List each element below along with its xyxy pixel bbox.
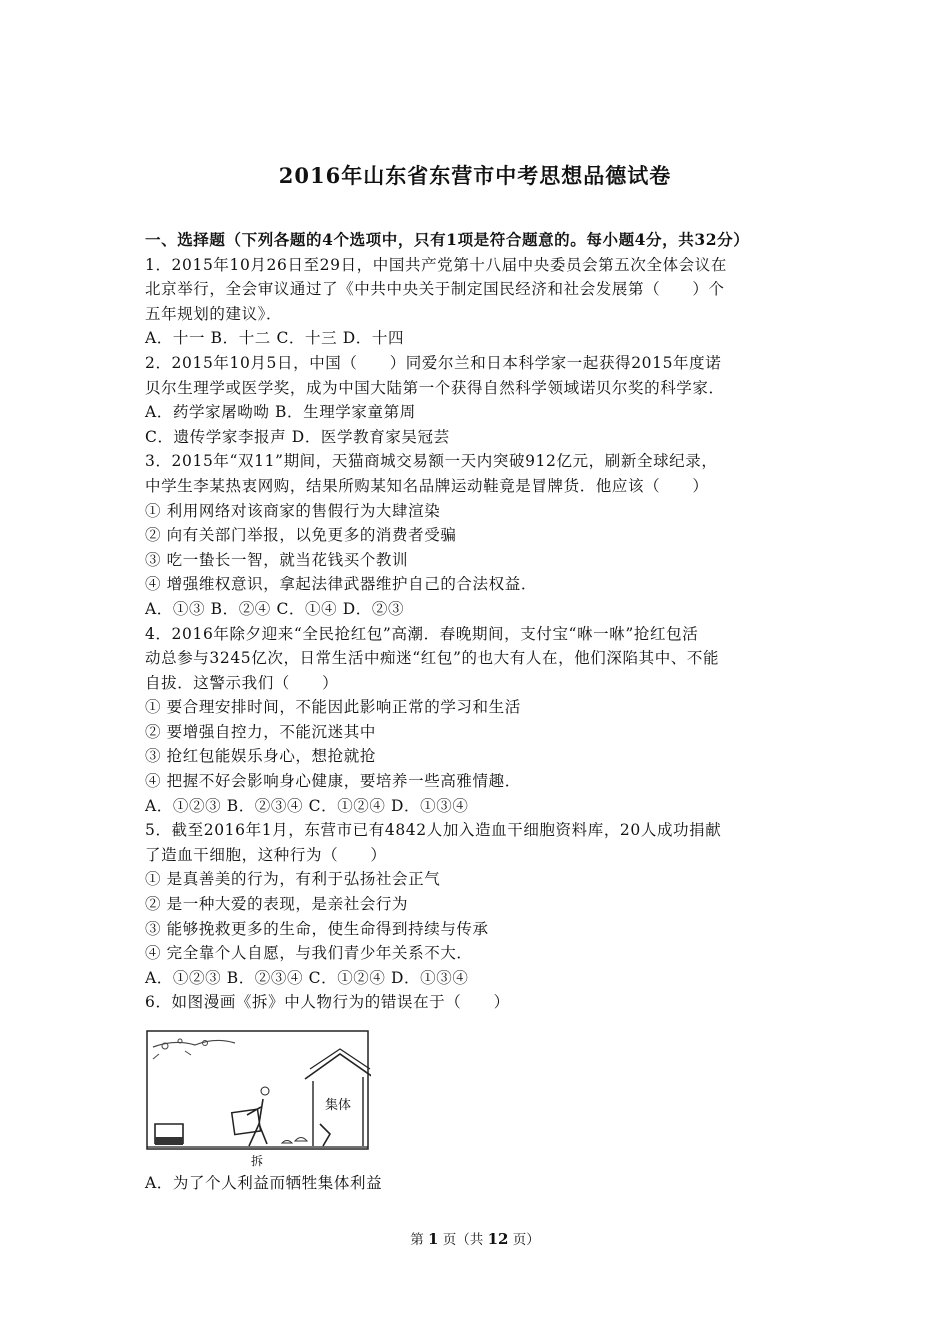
q3-statement-2: ② 向有关部门举报，以免更多的消费者受骗: [145, 526, 457, 545]
section-heading: 一、选择题（下列各题的4个选项中，只有1项是符合题意的。每小题4分，共32分）: [145, 230, 750, 249]
q2-options-cd: C．遗传学家李报声 D．医学教育家吴冠芸: [145, 427, 450, 446]
q3-line-1: 3．2015年“双11”期间，天猫商城交易额一天内突破912亿元，刷新全球纪录，: [145, 452, 718, 471]
q5-statement-1: ① 是真善美的行为，有利于弘扬社会正气: [145, 870, 441, 889]
question-body: [145, 228, 813, 1196]
cartoon-sign-text: 集体: [325, 1098, 352, 1113]
q2-line-2: 贝尔生理学或医学奖，成为中国大陆第一个获得自然科学领域诺贝尔奖的科学家．: [145, 378, 725, 397]
q4-statement-4: ④ 把握不好会影响身心健康，要培养一些高雅情趣．: [145, 772, 521, 791]
footer-mid: 页（共: [442, 1232, 484, 1248]
q4-statement-2: ② 要增强自控力，不能沉迷其中: [145, 722, 376, 741]
q1-line-3: 五年规划的建议》．: [145, 304, 283, 323]
q3-options: A．①③ B．②④ C．①④ D．②③: [145, 599, 405, 618]
page-title: 2016年山东省东营市中考思想品德试卷: [278, 163, 672, 188]
q4-line-3: 自拔．这警示我们（ ）: [145, 673, 339, 692]
q4-statement-3: ③ 抢红包能娱乐身心，想抢就抢: [145, 747, 376, 766]
q3-statement-1: ① 利用网络对该商家的售假行为大肆渲染: [145, 501, 441, 520]
footer-prefix: 第: [410, 1232, 424, 1248]
footer-suffix: 页）: [512, 1232, 540, 1248]
q5-options: A．①②③ B．②③④ C．①②④ D．①③④: [145, 968, 469, 987]
q5-line-2: 了造血干细胞，这种行为（ ）: [145, 845, 387, 864]
cartoon-drawing: [145, 1029, 371, 1169]
q4-line-2: 动总参与3245亿次，日常生活中痴迷“红包”的也大有人在，他们深陷其中、不能: [145, 649, 720, 668]
cartoon-figure: [145, 1029, 371, 1169]
q3-statement-4: ④ 增强维权意识，拿起法律武器维护自己的合法权益．: [145, 575, 537, 594]
q5-statement-3: ③ 能够挽救更多的生命，使生命得到持续与传承: [145, 919, 489, 938]
page-footer: [0, 1228, 950, 1248]
q4-line-1: 4．2016年除夕迎来“全民抢红包”高潮．春晚期间，支付宝“咻一咻”抢红包活: [145, 624, 699, 643]
q3-statement-3: ③ 吃一蛰长一智，就当花钱买个教训: [145, 550, 409, 569]
q4-options: A．①②③ B．②③④ C．①②④ D．①③④: [145, 796, 469, 815]
q4-statement-1: ① 要合理安排时间，不能因此影响正常的学习和生活: [145, 698, 521, 717]
q2-line-1: 2．2015年10月5日，中国（ ）同爱尔兰和日本科学家一起获得2015年度诺: [145, 353, 722, 372]
q5-statement-2: ② 是一种大爱的表现，是亲社会行为: [145, 895, 409, 914]
q1-options: A．十一 B．十二 C．十三 D．十四: [145, 329, 405, 348]
q3-line-2: 中学生李某热衷网购，结果所购某知名品牌运动鞋竟是冒牌货．他应该（ ）: [145, 476, 709, 495]
footer-page-number: 1: [428, 1230, 439, 1248]
q5-line-1: 5．截至2016年1月，东营市已有4842人加入造血干细胞资料库，20人成功捐献: [145, 821, 722, 840]
q5-statement-4: ④ 完全靠个人自愿，与我们青少年关系不大．: [145, 944, 473, 963]
q6-line-1: 6．如图漫画《拆》中人物行为的错误在于（ ）: [145, 993, 510, 1012]
footer-total-pages: 12: [487, 1230, 509, 1248]
q2-options-ab: A．药学家屠呦呦 B．生理学家童第周: [145, 403, 416, 422]
cartoon-caption: 拆: [251, 1154, 264, 1168]
q6-option-a: A．为了个人利益而牺牲集体利益: [145, 1174, 383, 1192]
q1-line-1: 1．2015年10月26日至29日，中国共产党第十八届中央委员会第五次全体会议在: [145, 255, 727, 274]
q1-line-2: 北京举行，全会审议通过了《中共中央关于制定国民经济和社会发展第（ ）个: [145, 280, 725, 299]
